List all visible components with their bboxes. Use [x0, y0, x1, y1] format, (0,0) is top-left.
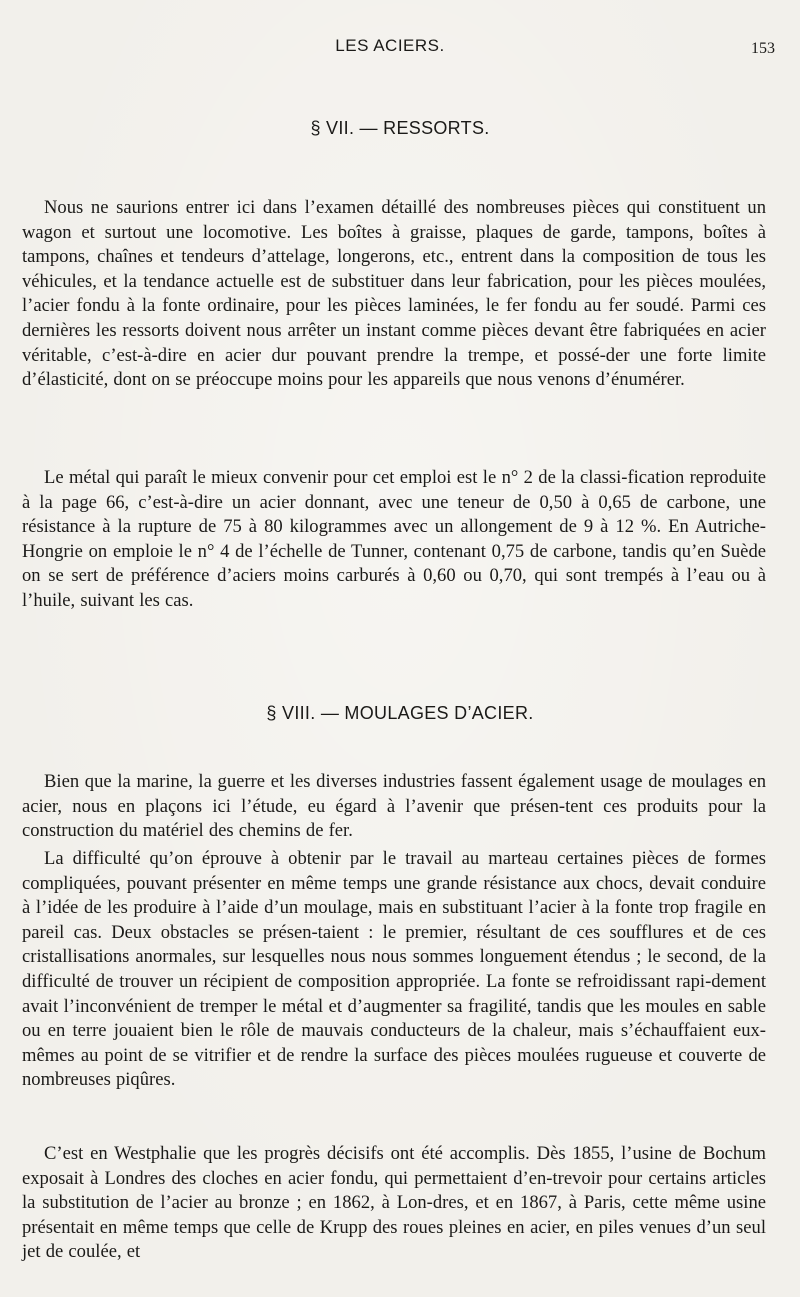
- page-number: 153: [751, 40, 775, 57]
- paragraph: Nous ne saurions entrer ici dans l’examen détaillé des nombreuses pièces qui constituent un wagon et surtout une locomotive. Les boîtes à graisse, plaques de garde, tampons, boîtes à tampons, chaînes et tendeurs d’attelage, longerons, etc., entrent dans la composition de tous les véhicules, et la tendance actuelle est de substituer dans leur fabrication, pour les pièces moulées, l’acier fondu à la fonte ordinaire, pour les pièces laminées, le fer fondu au fer soudé. Parmi ces dernières les ressorts doivent nous arrêter un instant comme pièces devant être fabriquées en acier véritable, c’est-à-dire en acier dur pouvant prendre la trempe, et possé-der une forte limite d’élasticité, dont on se préoccupe moins pour les appareils que nous venons d’énumérer.: [22, 197, 766, 391]
- paragraph: Bien que la marine, la guerre et les diverses industries fassent également usage de moulages en acier, nous en plaçons ici l’étude, eu égard à l’avenir que présen-tent ces produits pour la construction du matériel des chemins de fer.: [22, 771, 766, 842]
- running-head: [0, 36, 800, 60]
- section-heading-ressorts: § VII. — RESSORTS.: [310, 118, 490, 138]
- section-heading-moulages: § VIII. — MOULAGES D’ACIER.: [266, 703, 534, 723]
- paragraph: Le métal qui paraît le mieux convenir pour cet emploi est le n° 2 de la classi-fication reproduite à la page 66, c’est-à-dire un acier donnant, avec une teneur de 0,50 à 0,65 de carbone, une résistance à la rupture de 75 à 80 kilogrammes avec un allongement de 9 à 12 %. En Autriche-Hongrie on emploie le n° 4 de l’échelle de Tunner, contenant 0,75 de carbone, tandis qu’en Suède on se sert de préférence d’aciers moins carburés à 0,60 ou 0,70, qui sont trempés à l’eau ou à l’huile, suivant les cas.: [22, 467, 766, 611]
- paragraph: C’est en Westphalie que les progrès décisifs ont été accomplis. Dès 1855, l’usine de Bochum exposait à Londres des cloches en acier fondu, qui permettaient d’en-trevoir pour certains articles la substitution de l’acier au bronze ; en 1862, à Lon-dres, et en 1867, à Paris, cette même usine présentait en même temps que celle de Krupp des roues pleines en acier, en piles venues d’un seul jet de coulée, et: [22, 1143, 766, 1263]
- running-title: LES ACIERS.: [335, 36, 445, 55]
- paragraph: La difficulté qu’on éprouve à obtenir par le travail au marteau certaines pièces de formes compliquées, pouvant présenter en même temps une grande résistance aux chocs, devait conduire à l’idée de les produire à l’aide d’un moulage, mais en substituant l’acier à la fonte trop fragile en pareil cas. Deux obstacles se présen-taient : le premier, résultant de ces soufflures et de ces cristallisations anormales, sur lesquelles nous nous sommes longuement étendus ; le second, de la difficulté de trouver un récipient de composition appropriée. La fonte se refroidissant rapi-dement avait l’inconvénient de tremper le métal et d’augmenter sa fragilité, tandis que les moules en sable ou en terre jouaient bien le rôle de mauvais conducteurs de la chaleur, mais s’échauffaient eux-mêmes au point de se vitrifier et de rendre la surface des pièces moulées rugueuse et couverte de nombreuses piqûres.: [22, 848, 766, 1091]
